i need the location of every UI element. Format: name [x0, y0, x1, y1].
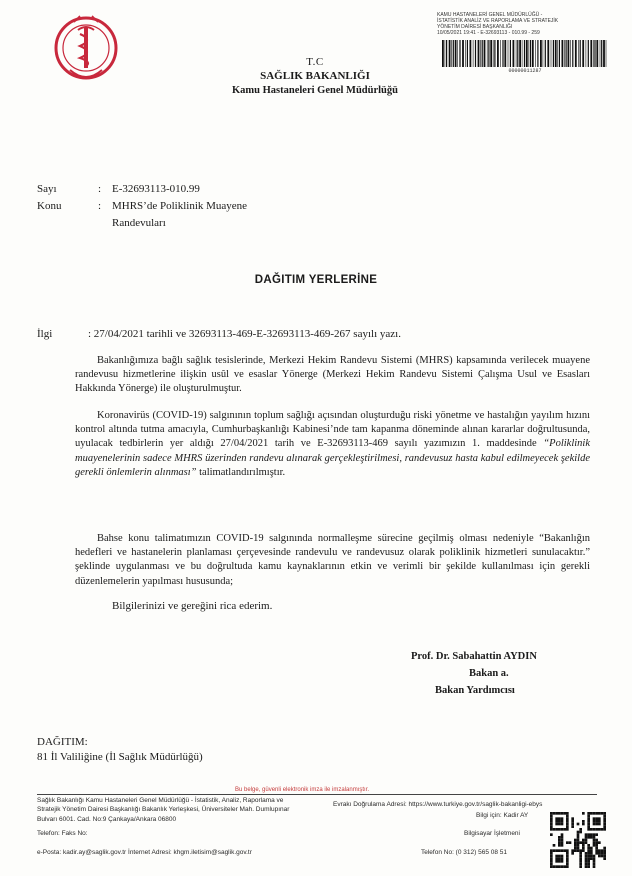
barcode-caption-line: 10/05/2021 19:41 - E-32693113 - 010.99 - 259: [437, 30, 540, 36]
e-signature-stamp: Bu belge, güvenli elektronik imza ile imzalanmıştır.: [235, 787, 370, 793]
footer-phone-number: Telefon No: (0 312) 565 08 51: [421, 849, 508, 856]
barcode-icon: [441, 40, 609, 67]
footer-address-line1: Sağlık Bakanlığı Kamu Hastaneleri Genel Müdürlüğü - İstatistik, Analiz, Raporlama ve: [37, 797, 284, 804]
barcode-caption: [437, 12, 612, 36]
konu-value-line2: Randevuları: [112, 217, 166, 229]
footer-divider: [37, 794, 597, 795]
signatory-title-2: Bakan Yardımcısı: [435, 685, 515, 696]
sayi-value: E-32693113-010.99: [112, 183, 200, 195]
footer-address-line2: Stratejik Yönetim Dairesi Başkanlığı Bakanlık Yerleşkesi, Üniversiteler Mah. Dumlupınar: [37, 806, 290, 813]
footer-contact-title: Bilgisayar İşletmeni: [464, 830, 520, 837]
header-ministry: SAĞLIK BAKANLIĞI: [260, 70, 370, 82]
ministry-logo-icon: [50, 10, 122, 90]
closing-line: Bilgilerinizi ve gereğini rica ederim.: [112, 600, 273, 612]
qr-code-icon: [550, 812, 606, 868]
footer-phone: Telefon: Faks No:: [37, 830, 88, 837]
sayi-label: Sayı: [37, 183, 57, 195]
barcode-caption-line: İSTATİSTİK ANALİZ VE RAPORLAMA VE STRATEJİK: [437, 18, 559, 24]
paragraph-2: [75, 409, 590, 480]
barcode-caption-line: KAMU HASTANELERİ GENEL MÜDÜRLÜĞÜ -: [437, 12, 543, 18]
footer-contact: Bilgi için: Kadir AY: [476, 812, 529, 819]
header-directorate: Kamu Hastaneleri Genel Müdürlüğü: [232, 85, 398, 96]
konu-colon: :: [98, 200, 102, 212]
paragraph-3: [75, 532, 590, 589]
distribution-heading: DAĞITIM YERLERİNE: [254, 274, 378, 286]
paragraph-2-text: Koronavirüs (COVID-19) salgınının toplum sağlığı açısından oluşturduğu riski yönetme ve hastalığın yayılım hızını kontrol altında tutma amacıyla, Cumhurbaşkanlığı Kabinesi’nde tam kapanma döneminde alınan kararlar doğrultusunda, uyulacak tedbirlerin yer aldığı 27/04/2021 tarih ve E-32693113-469 sayılı yazımızın 1. maddesinde: [75, 410, 590, 450]
ilgi-value: : 27/04/2021 tarihli ve 32693113-469-E-32693113-469-267 sayılı yazı.: [88, 328, 401, 340]
distribution-value: 81 İl Valiliğine (İl Sağlık Müdürlüğü): [37, 751, 203, 763]
distribution-label: DAĞITIM:: [37, 736, 88, 748]
barcode-number: 00000011287: [508, 68, 542, 74]
barcode-caption-line: YÖNETİM DAİRESİ BAŞKANLIĞI: [437, 24, 513, 30]
konu-label: Konu: [37, 200, 62, 212]
paragraph-2-end: talimatlandırılmıştır.: [196, 466, 286, 478]
sayi-colon: :: [98, 183, 102, 195]
footer-address-line3: Bulvarı 6001. Cad. No:9 Çankaya/Ankara 06800: [37, 816, 177, 823]
paragraph-3-text: Bahse konu talimatımızın COVID-19 salgınında normalleşme sürecine geçilmiş olması nedeniyle “Bakanlığın hedefleri ve hastanelerin planlaması çerçevesinde randevulu ve randevusuz olarak poliklinik hizmetleri sunulacaktır.” şeklinde uygulanması ve bu doğrultuda kamu kaynaklarının etkin ve verimli bir şekilde kullanılması için gerekli düzenlemelerin yapılması hususunda;: [75, 533, 590, 587]
header-tc: T.C: [306, 56, 324, 68]
footer-verification-url[interactable]: Evrakı Doğrulama Adresi: https://www.turkiye.gov.tr/saglik-bakanligi-ebys: [333, 801, 543, 808]
paragraph-1-text: Bakanlığımıza bağlı sağlık tesislerinde, Merkezi Hekim Randevu Sistemi (MHRS) kapsamında verilecek muayene randevusu hizmetlerine ilişkin usûl ve esaslar Yönerge (Merkezi Hekim Randevu Sistemi Çalışma Usul ve Esasları Hakkında Yönerge) ile oluşturulmuştur.: [75, 355, 590, 395]
paragraph-2-quote: “Poliklinik muayenelerinin sadece MHRS üzerinden randevu alınarak gerçekleştirilmesi, randevusuz hasta kabul edilmeyecek şekilde gerekli önlemlerin alınması”: [75, 438, 590, 478]
footer-email: e-Posta: kadir.ay@saglik.gov.tr İnternet Adresi: khgm.iletisim@saglik.gov.tr: [37, 849, 252, 856]
konu-value-line1: MHRS’de Poliklinik Muayene: [112, 200, 248, 212]
signatory-name: Prof. Dr. Sabahattin AYDIN: [411, 651, 537, 662]
paragraph-1: [75, 354, 590, 397]
signatory-title-1: Bakan a.: [469, 668, 509, 679]
ilgi-label: İlgi: [37, 328, 53, 340]
